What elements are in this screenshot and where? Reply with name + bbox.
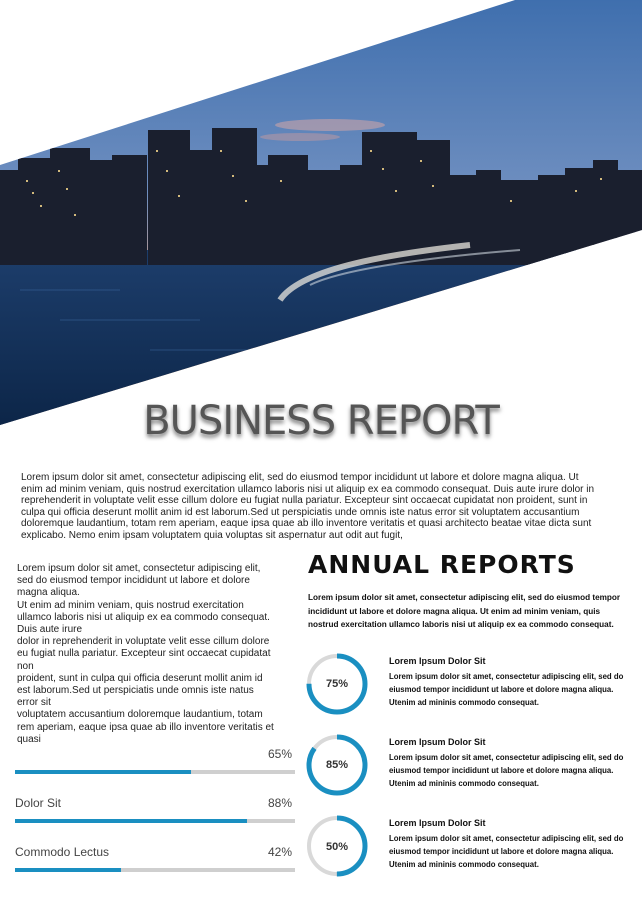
left-column-text: Lorem ipsum dolor sit amet, consectetur adipiscing elit, sed do eiusmod tempor incididunt ut labore et dolore magna aliqua. Ut enim ad minim veniam, quis nostrud exercitation ullamco laboris nisi ut aliquip ex ea commodo consequat. Duis aute irure dolor in reprehenderit in voluptate velit esse cillum dolore eu fugiat nulla pariatur. Excepteur sint occaecat cupidatat non proident, sunt in culpa qui officia deserunt mollit anim id est laborum.Sed ut perspiciatis unde omnis iste natus error sit voluptatem accusantium doloremque laudantium, totam rem aperiam, eaque ipsa quae ab illo inventore veritatis et quasi [17, 563, 274, 745]
annual-reports-title: ANNUAL REPORTS [308, 550, 576, 579]
progress-fill [15, 819, 247, 823]
bar-percent: 42% [267, 845, 292, 859]
page-title: BUSINESS REPORT [143, 398, 499, 444]
intro-paragraph: Lorem ipsum dolor sit amet, consectetur adipiscing elit, sed do eiusmod tempor incididunt ut labore et dolore magna aliqua. Ut enim ad minim veniam, quis nostrud exercitation ullamco laboris nisi ut aliquip ex ea commodo consequat. Duis aute irure dolor in reprehenderit in voluptate velit esse cillum dolore eu fugiat nulla pariatur. Excepteur sint occaecat cupidatat non proident, sunt in culpa qui officia deserunt mollit anim id est laborum.Sed ut perspiciatis unde omnis iste natus error sit voluptatem accusantium doloremque laudantium, totam rem aperiam, eaque ipsa quae ab illo inventore veritatis et quasi architecto beatae vitae dicta sunt explicabo. Nemo enim ipsam voluptatem quia voluptas sit aspernatur aut odit aut fugit, [21, 472, 595, 541]
ring-percent: 85% [325, 759, 349, 771]
ring-percent: 50% [325, 841, 349, 853]
progress-bar-2 [15, 819, 295, 823]
bar-label: Commodo Lectus [15, 845, 110, 859]
item-text: Lorem ipsum dolor sit amet, consectetur adipiscing elit, sed do eiusmod tempor incididunt ut labore et dolore magna aliqua. Utenim ad mininis commodo consequat. [389, 672, 624, 707]
item-heading: Lorem Ipsum Dolor Sit [389, 737, 486, 747]
progress-fill [15, 868, 121, 872]
item-heading: Lorem Ipsum Dolor Sit [389, 818, 486, 828]
annual-reports-text: Lorem ipsum dolor sit amet, consectetur adipiscing elit, sed do eiusmod tempor incididunt ut labore et dolore magna aliqua. Ut enim ad minim veniam, quis nostrud exercitation ullamco laboris nisi ut aliquip ex ea commodo consequat. [308, 593, 621, 629]
progress-fill [15, 770, 191, 774]
item-text: Lorem ipsum dolor sit amet, consectetur adipiscing elit, sed do eiusmod tempor incididunt ut labore et dolore magna aliqua. Utenim ad mininis commodo consequat. [389, 753, 624, 788]
bar-percent: 65% [267, 747, 292, 761]
bar-percent: 88% [267, 796, 292, 810]
bar-label: Dolor Sit [15, 796, 62, 810]
hero-city-image [0, 0, 642, 430]
progress-bar-3 [15, 868, 295, 872]
item-heading: Lorem Ipsum Dolor Sit [389, 656, 486, 666]
progress-bar-1 [15, 770, 295, 774]
item-text: Lorem ipsum dolor sit amet, consectetur adipiscing elit, sed do eiusmod tempor incididunt ut labore et dolore magna aliqua. Utenim ad mininis commodo consequat. [389, 834, 624, 869]
ring-percent: 75% [325, 678, 349, 690]
